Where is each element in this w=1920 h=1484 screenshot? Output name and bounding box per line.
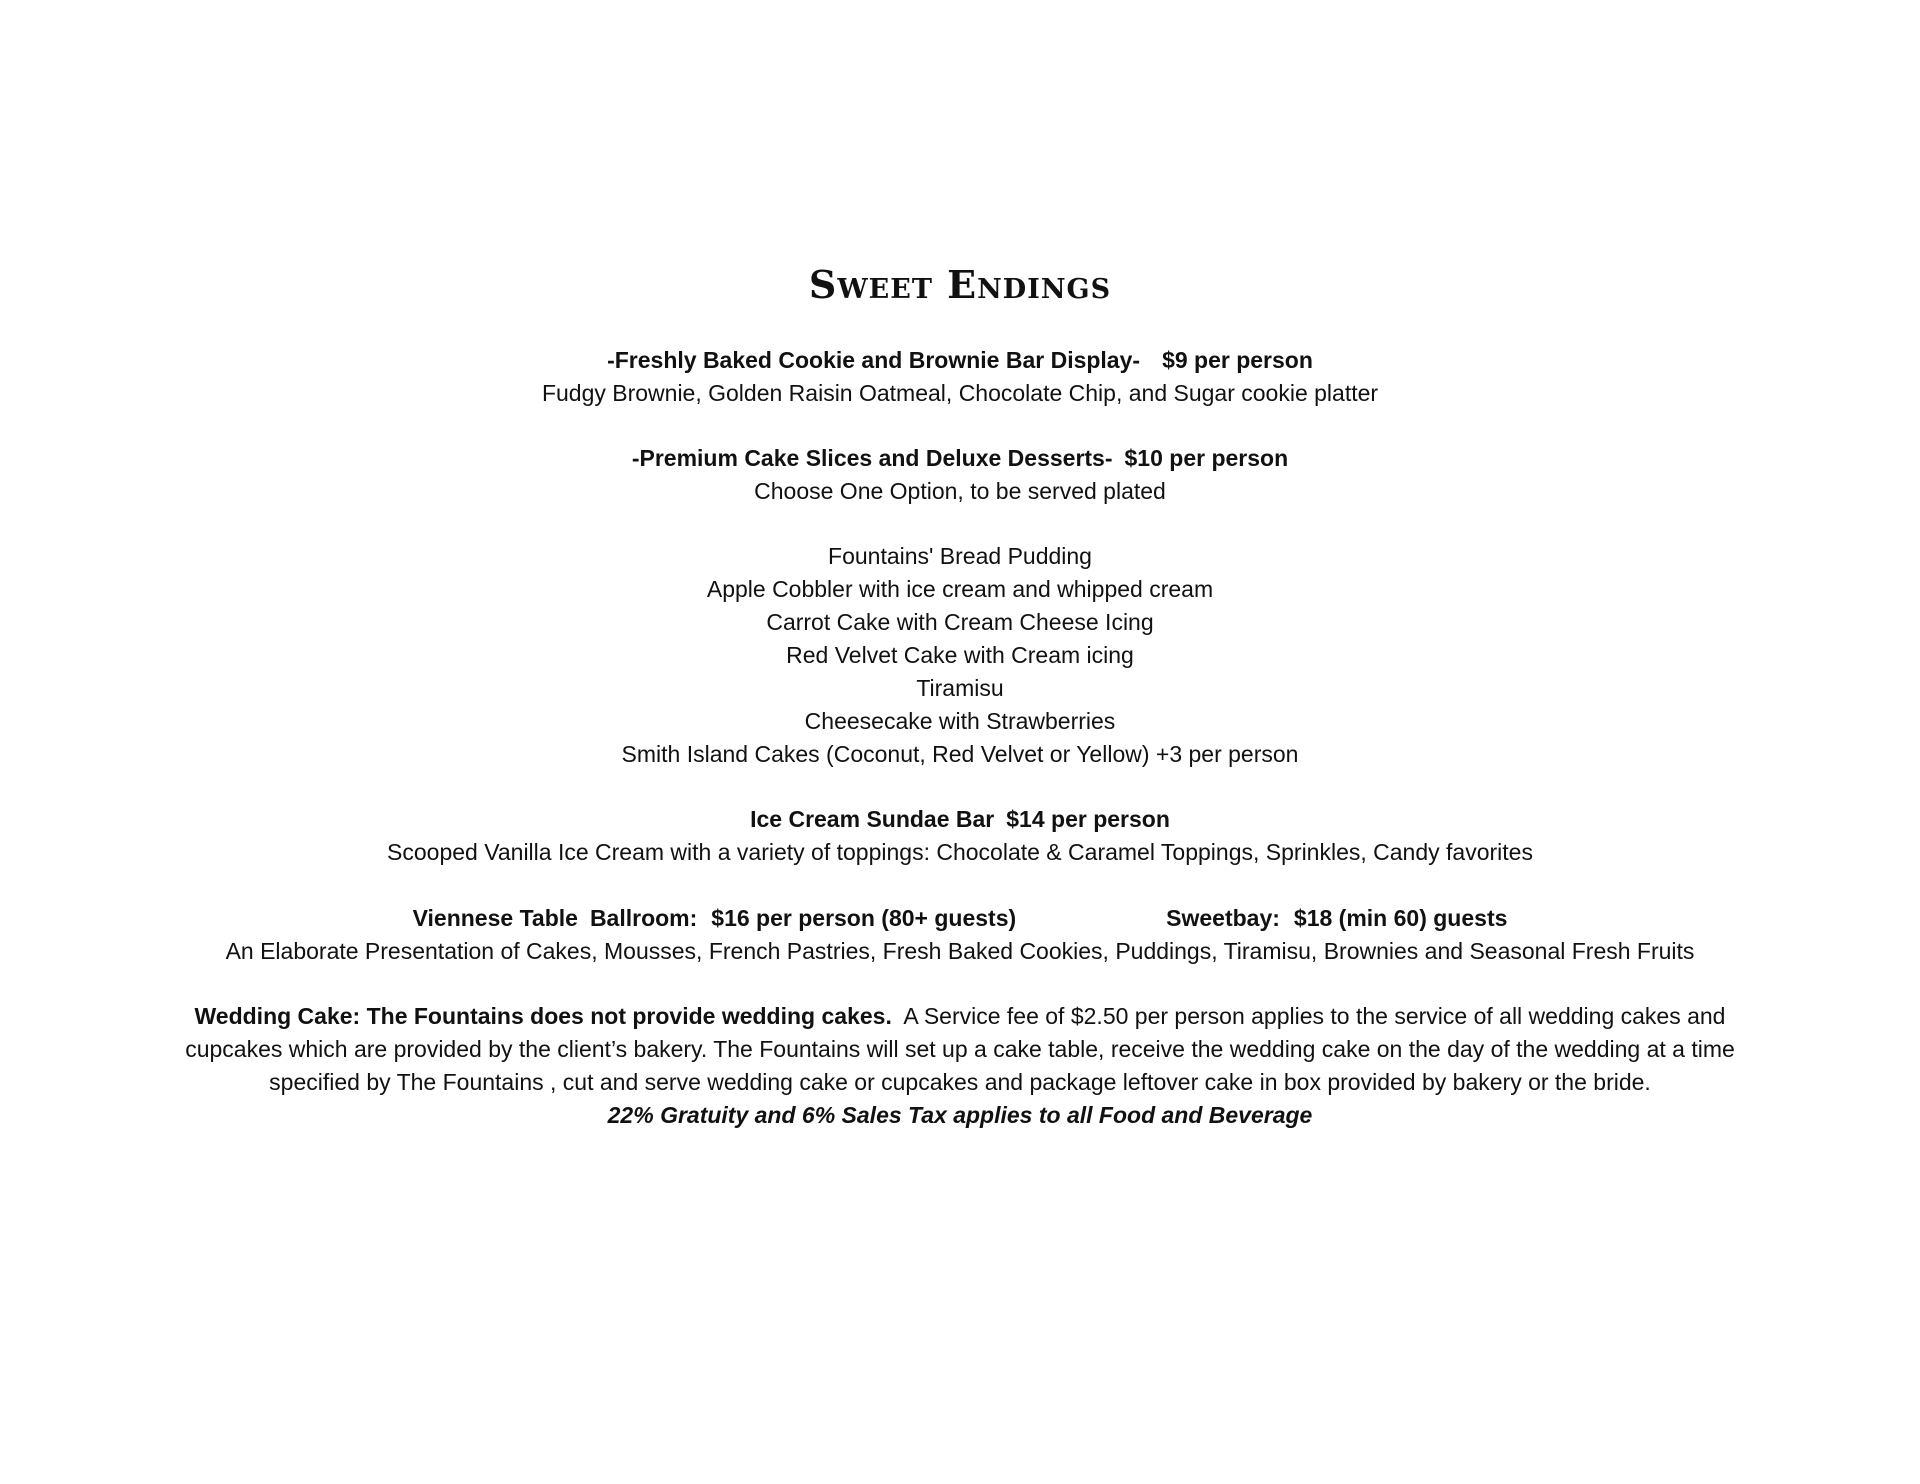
premium-option: Tiramisu — [916, 675, 1004, 701]
wedding-cake-paragraph — [180, 1000, 1740, 1132]
viennese-heading: Viennese Table — [412, 905, 578, 931]
cookie-bar-price: $9 per person — [1162, 347, 1313, 373]
cookie-bar-heading: -Freshly Baked Cookie and Brownie Bar Display- — [607, 347, 1141, 373]
premium-option: Fountains' Bread Pudding — [828, 543, 1092, 569]
premium-option: Apple Cobbler with ice cream and whipped cream — [706, 576, 1214, 602]
premium-heading: -Premium Cake Slices and Deluxe Desserts- — [631, 445, 1113, 471]
gratuity-note: 22% Gratuity and 6% Sales Tax applies to all Food and Beverage — [607, 1102, 1313, 1128]
premium-option: Red Velvet Cake with Cream icing — [786, 642, 1134, 668]
sundae-price: $14 per person — [1006, 806, 1170, 832]
wedding-cake-lead: Wedding Cake: The Fountains does not provide wedding cakes. — [194, 1003, 892, 1029]
sweetbay-label: Sweetbay: — [1166, 905, 1280, 931]
viennese-description: An Elaborate Presentation of Cakes, Mousses, French Pastries, Fresh Baked Cookies, Puddings, Tiramisu, Brownies and Seasonal Fresh Fruits — [225, 938, 1695, 964]
viennese-heading-line — [0, 902, 1920, 935]
premium-heading-line — [0, 442, 1920, 475]
wedding-cake-body: A Service fee of $2.50 per person applies to the service of all wedding cakes and cupcakes which are provided by the client’s bakery. The Fountains will set up a cake table, receive the wedding cake on the day of the wedding at a time specified by The Fountains , cut and serve wedding cake or cupcakes and package leftover cake in box provided by bakery or the bride. — [185, 1003, 1735, 1095]
ballroom-price: $16 per person (80+ guests) — [711, 905, 1017, 931]
premium-price: $10 per person — [1124, 445, 1289, 471]
sundae-heading: Ice Cream Sundae Bar — [750, 806, 995, 832]
cookie-bar-description: Fudgy Brownie, Golden Raisin Oatmeal, Chocolate Chip, and Sugar cookie platter — [541, 380, 1379, 406]
cookie-bar-heading-line — [0, 344, 1920, 377]
ballroom-label: Ballroom: — [589, 905, 698, 931]
page-title: Sweet Endings — [808, 262, 1112, 307]
premium-instruction: Choose One Option, to be served plated — [754, 478, 1166, 504]
sweetbay-price: $18 (min 60) guests — [1293, 905, 1508, 931]
sundae-description: Scooped Vanilla Ice Cream with a variety of toppings: Chocolate & Caramel Toppings, Sprinkles, Candy favorites — [387, 839, 1533, 865]
premium-option: Smith Island Cakes (Coconut, Red Velvet or Yellow) +3 per person — [621, 741, 1299, 767]
premium-option: Cheesecake with Strawberries — [804, 708, 1116, 734]
sundae-heading-line — [0, 803, 1920, 836]
premium-option: Carrot Cake with Cream Cheese Icing — [766, 609, 1154, 635]
